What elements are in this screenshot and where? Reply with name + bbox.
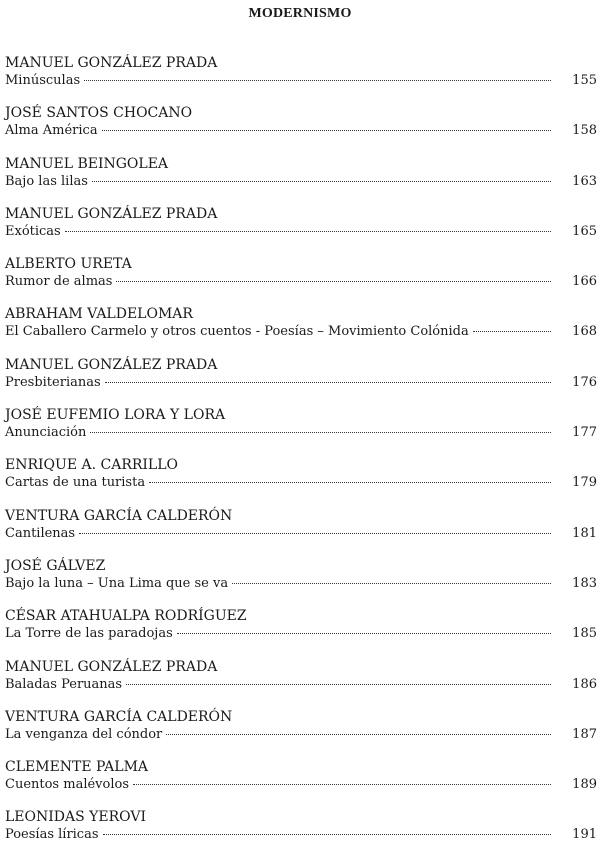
dot-leader [232,583,551,584]
dot-leader [103,834,551,835]
page-number: 191 [572,827,597,843]
page-number: 183 [572,575,597,591]
work-title: Cuentos malévolos [5,777,129,793]
toc-line [5,223,597,241]
work-title: Anunciación [5,425,87,441]
author-name: MANUEL GONZÁLEZ PRADA [5,55,218,71]
toc-entry [5,305,597,355]
toc-line [5,424,597,442]
toc-line [5,676,597,694]
page-number: 186 [572,676,597,692]
toc-entry [5,557,597,607]
toc-entry [5,507,597,557]
toc-line [5,122,597,140]
toc-entry [5,255,597,305]
dot-leader [92,181,551,182]
toc-line [5,72,597,90]
work-title: La Torre de las paradojas [5,626,173,642]
dot-leader [102,130,551,131]
page-number: 179 [572,475,597,491]
toc-line [5,826,597,844]
author-name: VENTURA GARCÍA CALDERÓN [5,507,233,524]
page-number: 176 [572,374,597,390]
work-title: El Caballero Carmelo y otros cuentos - Poesías – Movimiento Colónida [5,324,469,340]
author-name: MANUEL GONZÁLEZ PRADA [5,658,218,675]
toc-entry [5,54,597,104]
work-title: Cantilenas [5,525,76,541]
toc-line [5,575,597,593]
toc-line [5,625,597,643]
page-number: 168 [572,324,597,340]
work-title: Alma América [5,123,98,139]
dot-leader [90,432,551,433]
toc-line [5,525,597,543]
toc-entry [5,205,597,255]
toc-entry [5,406,597,456]
page-number: 158 [572,123,597,139]
page-number: 166 [572,274,597,290]
toc-entry [5,356,597,406]
work-title: Minúsculas [5,73,81,88]
dot-leader [473,331,551,332]
work-title: Bajo las lilas [5,173,88,189]
toc-entry [5,607,597,657]
dot-leader [116,281,551,282]
page-number: 163 [572,173,597,189]
author-name: MANUEL GONZÁLEZ PRADA [5,356,218,373]
author-name: ALBERTO URETA [5,256,132,273]
dot-leader [126,684,551,685]
toc-line [5,776,597,794]
work-title: Baladas Peruanas [5,676,123,692]
toc-entry [5,708,597,758]
dot-leader [133,784,551,785]
toc-line [5,474,597,492]
table-of-contents [5,54,597,859]
section-title: MODERNISMO [248,6,352,21]
page-number: 177 [572,425,597,441]
work-title: Rumor de almas [5,274,113,290]
author-name: JOSÉ SANTOS CHOCANO [5,105,193,122]
toc-entry [5,808,597,858]
author-name: MANUEL BEINGOLEA [5,155,169,172]
page-number: 181 [572,525,597,541]
work-title: Bajo la luna – Una Lima que se va [5,575,229,591]
toc-entry [5,104,597,154]
toc-line [5,374,597,392]
work-title: Cartas de una turista [5,475,146,491]
page-number: 155 [572,73,597,88]
work-title: La venganza del cóndor [5,726,163,742]
dot-leader [79,533,551,534]
dot-leader [166,734,551,735]
author-name: CÉSAR ATAHUALPA RODRÍGUEZ [5,608,247,625]
author-name: LEONIDAS YEROVI [5,809,147,826]
toc-entry [5,155,597,205]
dot-leader [84,80,551,81]
toc-line [5,173,597,191]
dot-leader [105,382,551,383]
toc-entry [5,758,597,808]
work-title: Presbiterianas [5,374,101,390]
author-name: ABRAHAM VALDELOMAR [5,306,193,323]
page-number: 189 [572,777,597,793]
page-number: 165 [572,223,597,239]
dot-leader [149,482,551,483]
author-name: VENTURA GARCÍA CALDERÓN [5,708,233,725]
page-number: 185 [572,626,597,642]
author-name: JOSÉ EUFEMIO LORA Y LORA [5,407,226,424]
toc-line [5,323,597,341]
page-number: 187 [572,726,597,742]
toc-entry [5,456,597,506]
dot-leader [177,633,551,634]
toc-line [5,273,597,291]
author-name: ENRIQUE A. CARRILLO [5,457,179,474]
dot-leader [65,231,551,232]
toc-line [5,726,597,744]
author-name: MANUEL GONZÁLEZ PRADA [5,205,218,222]
work-title: Exóticas [5,223,61,239]
toc-entry [5,658,597,708]
author-name: CLEMENTE PALMA [5,759,149,776]
work-title: Poesías líricas [5,827,99,843]
author-name: JOSÉ GÁLVEZ [5,557,106,574]
